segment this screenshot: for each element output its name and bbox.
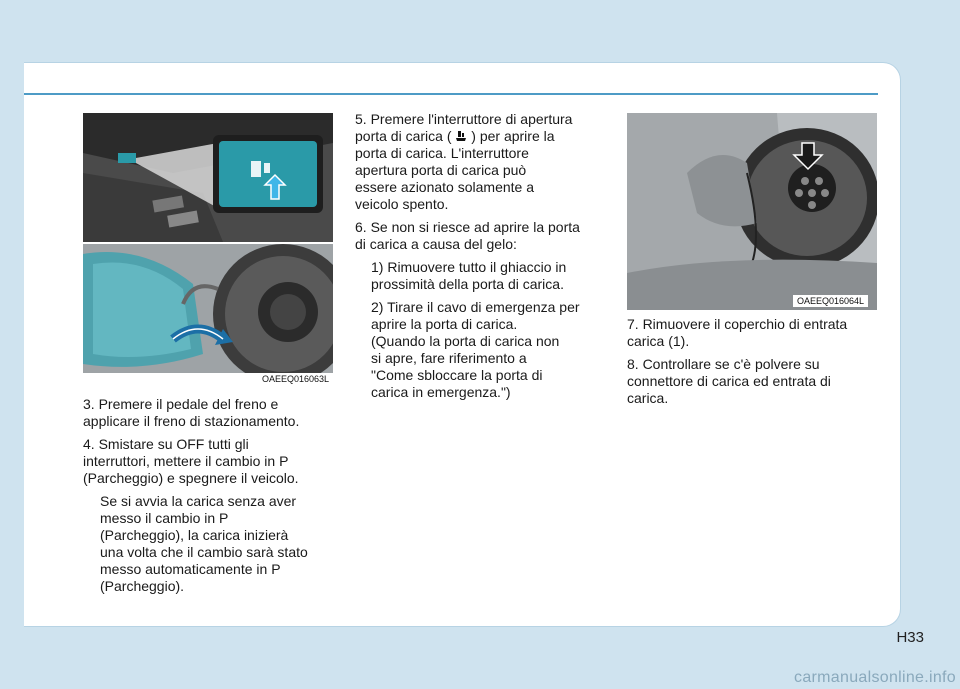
charging-inlet-photo [627, 113, 877, 310]
figure-code-1: OAEEQ016063L [83, 373, 333, 385]
header-rule [24, 93, 878, 95]
step-6-sub-2: 2) Tirare il cavo di emergenza per aprire la porta di carica. (Quando la porta di carica non si apre, fare riferimento a "Come sbloccare la porta di carica in emergenza.") [371, 299, 580, 400]
charging-inlet-illustration [627, 113, 877, 310]
dashboard-switch-photo [83, 113, 333, 242]
step-3: 3. Premere il pedale del freno e applicare il freno di stazionamento. [83, 396, 300, 429]
charge-door-switch-icon [455, 130, 467, 142]
step-5: 5. Premere l'interruttore di apertura porta di carica ( ) per aprire la porta di carica. L'interruttore apertura porta di carica può essere azionato solamente a veicolo spento. [355, 111, 573, 212]
watermark[interactable]: carmanualsonline.info [794, 669, 956, 686]
column-1 [83, 396, 334, 601]
page-number: H33 [896, 629, 924, 646]
charging-door-illustration [83, 244, 333, 373]
step-4-note: Se si avvia la carica senza aver messo il cambio in P (Parcheggio), la carica inizierà una volta che il cambio sarà stato messo automaticamente in P (Parcheggio). [100, 493, 308, 594]
dashboard-switch-illustration [83, 113, 333, 242]
figure-code-2: OAEEQ016064L [793, 295, 868, 307]
column-2 [355, 111, 605, 407]
column-3 [627, 316, 877, 413]
step-4: 4. Smistare su OFF tutti gli interruttori, mettere il cambio in P (Parcheggio) e spegnere il veicolo. [83, 436, 299, 486]
charging-door-photo [83, 244, 333, 373]
step-6: 6. Se non si riesce ad aprire la porta di carica a causa del gelo: [355, 219, 580, 252]
step-7: 7. Rimuovere il coperchio di entrata carica (1). [627, 316, 848, 349]
step-8: 8. Controllare se c'è polvere su connettore di carica ed entrata di carica. [627, 356, 831, 406]
step-6-sub-1: 1) Rimuovere tutto il ghiaccio in prossimità della porta di carica. [371, 259, 567, 292]
